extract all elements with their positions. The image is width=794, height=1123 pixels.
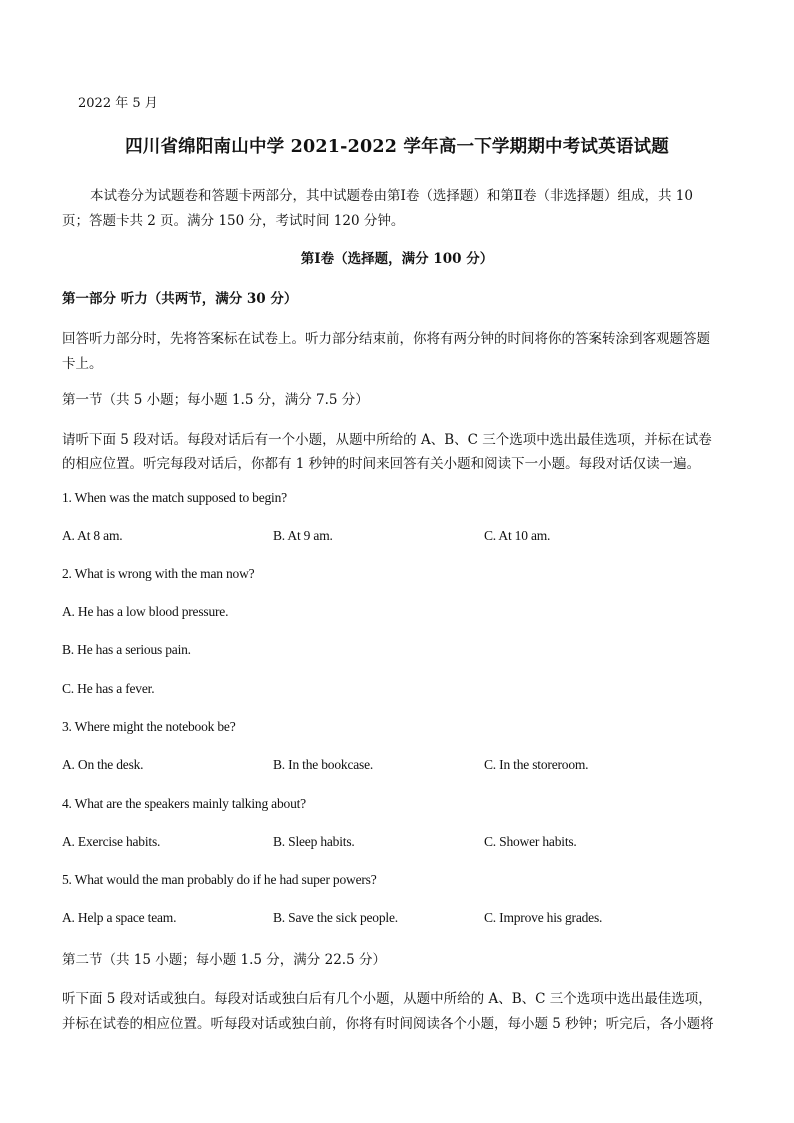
intro-line-2: 页；答题卡共 2 页。满分 150 分，考试时间 120 分钟。 [62, 213, 405, 229]
question-2-stem: 2. What is wrong with the man now? [62, 566, 255, 581]
question-2-option-c: C. He has a fever. [62, 681, 155, 696]
question-5-stem: 5. What would the man probably do if he had super powers? [62, 872, 377, 887]
section-2-instruction-line-1: 听下面 5 段对话或独白。每段对话或独白后有几个小题，从题中所给的 A、B、C 三个选项中选出最佳选项， [62, 991, 712, 1007]
section-1-instruction-line-2: 的相应位置。听完每段对话后，你都有 1 秒钟的时间来回答有关小题和阅读下一小题。每段对话仅读一遍。 [62, 456, 701, 472]
question-5-option-b: B. Save the sick people. [273, 910, 398, 925]
exam-title: 四川省绵阳南山中学 2021-2022 学年高一下学期期中考试英语试题 [125, 137, 669, 157]
question-1-option-a: A. At 8 am. [62, 528, 123, 543]
exam-date: 2022 年 5 月 [78, 96, 158, 111]
part-1-instruction-line-2: 卡上。 [62, 356, 103, 372]
question-4-stem: 4. What are the speakers mainly talking about? [62, 796, 306, 811]
intro-line-1: 本试卷分为试题卷和答题卡两部分，其中试题卷由第Ⅰ卷（选择题）和第Ⅱ卷（非选择题）组成，共 10 [90, 188, 693, 204]
volume-1-heading: 第Ⅰ卷（选择题，满分 100 分） [300, 251, 494, 267]
question-2-option-b: B. He has a serious pain. [62, 642, 191, 657]
section-1-heading: 第一节（共 5 小题；每小题 1.5 分，满分 7.5 分） [62, 392, 369, 408]
question-2-option-a: A. He has a low blood pressure. [62, 604, 229, 619]
question-1-option-c: C. At 10 am. [484, 528, 551, 543]
part-1-instruction-line-1: 回答听力部分时，先将答案标在试卷上。听力部分结束前，你将有两分钟的时间将你的答案转涂到客观题答题 [62, 331, 710, 347]
question-4-option-c: C. Shower habits. [484, 834, 577, 849]
question-4-option-b: B. Sleep habits. [273, 834, 355, 849]
question-1-option-b: B. At 9 am. [273, 528, 333, 543]
section-1-instruction-line-1: 请听下面 5 段对话。每段对话后有一个小题，从题中所给的 A、B、C 三个选项中选出最佳选项，并标在试卷 [62, 432, 712, 448]
section-2-instruction-line-2: 并标在试卷的相应位置。听每段对话或独白前，你将有时间阅读各个小题，每小题 5 秒钟；听完后，各小题将 [62, 1016, 714, 1032]
question-3-stem: 3. Where might the notebook be? [62, 719, 236, 734]
part-1-heading: 第一部分 听力（共两节，满分 30 分） [62, 291, 298, 307]
question-3-option-a: A. On the desk. [62, 757, 144, 772]
section-2-heading: 第二节（共 15 小题；每小题 1.5 分，满分 22.5 分） [62, 952, 386, 968]
question-5-option-c: C. Improve his grades. [484, 910, 603, 925]
question-1-stem: 1. When was the match supposed to begin? [62, 490, 287, 505]
question-3-option-b: B. In the bookcase. [273, 757, 374, 772]
question-4-option-a: A. Exercise habits. [62, 834, 161, 849]
question-3-option-c: C. In the storeroom. [484, 757, 589, 772]
question-5-option-a: A. Help a space team. [62, 910, 177, 925]
